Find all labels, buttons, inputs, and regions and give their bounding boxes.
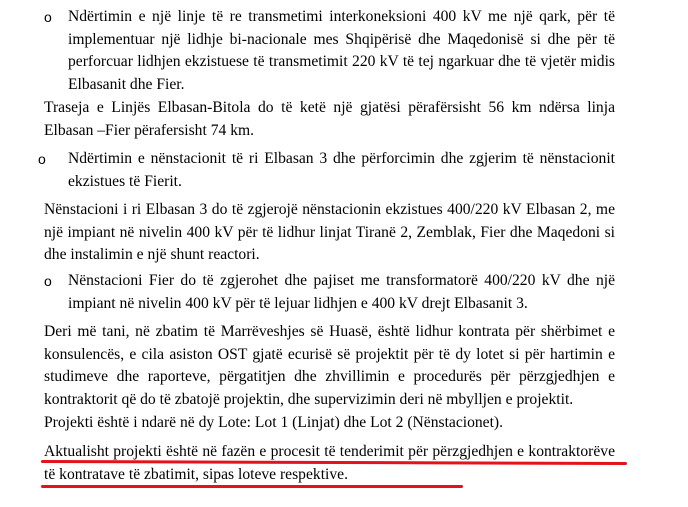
paragraph-tender-status: Aktualisht projekti është në fazën e procesit të tenderimit për përzgjedhjen e kontraktorëve të kontratave të zbatimit, sipas loteve respektive.	[44, 443, 615, 483]
bullet-marker: o	[44, 273, 52, 289]
bullet-text: Ndërtimin e nënstacionit të ri Elbasan 3 dhe përforcimin dhe zgjerim të nënstacionit ekzistues të Fierit.	[68, 150, 615, 190]
bullet-marker: o	[44, 9, 52, 25]
bullet-marker: o	[38, 151, 46, 167]
paragraph-route-length: Traseja e Linjës Elbasan-Bitola do të ketë një gjatësi përafërsisht 56 km ndërsa linja Elbasan –Fier përafersisht 74 km.	[44, 99, 615, 139]
highlight-underline	[41, 485, 463, 488]
bullet-text: Nënstacioni Fier do të zgjerohet dhe pajiset me transformatorë 400/220 kV dhe një impiant në nivelin 400 kV për të lejuar lidhjen e 400 kV drejt Elbasanit 3.	[68, 272, 615, 312]
paragraph-lots: Projekti është i ndarë në dy Lote: Lot 1 (Linjat) dhe Lot 2 (Nënstacionet).	[44, 414, 504, 431]
paragraph-consultancy: Deri më tani, në zbatim të Marrëveshjes së Huasë, është lidhur kontrata për shërbimet e konsulencës, e cila asiston OST gjatë ecurisë së projektit për të dy lotet si për hartimin e studimeve dhe raporteve, përgatitjen dhe zhvillimin e procedurës për përzgjedhjen e kontraktorit që do të zbatojë projektin, dhe supervizimin deri në mbylljen e projektit.	[44, 323, 615, 408]
paragraph-elbasan-3: Nënstacioni i ri Elbasan 3 do të zgjerojë nënstacionin ekzistues 400/220 kV Elbasan 2, me një impiant në nivelin 400 kV për të lidhur linjat Tiranë 2, Zemblak, Fier dhe Maqedoni si dhe instalimin e një shunt reactori.	[44, 201, 615, 264]
bullet-text: Ndërtimin e një linje të re transmetimi interkoneksioni 400 kV me një qark, për të implementuar një lidhje bi-nacionale mes Shqipërisë dhe Maqedonisë si dhe për të perforcuar lidhjen ekzistuese të transmetimit 220 kV të tej ngarkuar dhe të vjetër midis Elbasanit dhe Fier.	[68, 8, 615, 93]
